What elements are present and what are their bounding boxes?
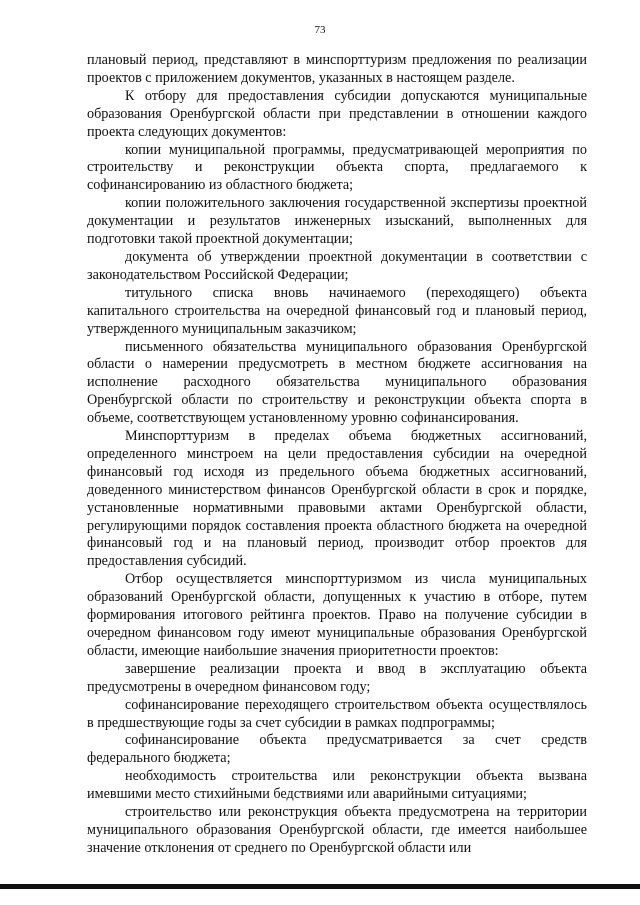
paragraph: завершение реализации проекта и ввод в эксплуатацию объекта предусмотрены в очередном финансовом году; [87, 660, 587, 695]
paragraph: софинансирование объекта предусматривается за счет средств федерального бюджета; [87, 732, 587, 767]
page-number: 73 [314, 24, 326, 36]
paragraph: документа об утверждении проектной документации в соответствии с законодательством Российской Федерации; [87, 248, 587, 283]
paragraph: К отбору для предоставления субсидии допускаются муниципальные образования Оренбургской области при представлении в отношении каждого проекта следующих документов: [87, 87, 587, 140]
paragraph: копии положительного заключения государственной экспертизы проектной документации и результатов инженерных изысканий, выполненных для подготовки такой проектной документации; [87, 195, 587, 248]
page-body [87, 52, 587, 858]
paragraph: Отбор осуществляется минспорттуризмом из числа муниципальных образований Оренбургской области, допущенных к участию в отборе, путем формирования итогового рейтинга проектов. Право на получение субсидии в очередном финансовом году имеют муниципальные образования Оренбургской области, имеющие наибольшие значения приоритетности проектов: [87, 571, 587, 659]
paragraph: письменного обязательства муниципального образования Оренбургской области о намерении предусмотреть в местном бюджете ассигнования на исполнение расходного обязательства муниципального образования Оренбургской области по строительству и реконструкции объекта спорта в объеме, соответствующем установленному уровню софинансирования. [87, 338, 587, 427]
paragraph: необходимость строительства или реконструкции объекта вызвана имевшими место стихийными бедствиями или аварийными ситуациями; [87, 768, 587, 803]
paragraph: строительство или реконструкция объекта предусмотрена на территории муниципального образования Оренбургской области, где имеется наибольшее значение отклонения от среднего по Оренбургской области или [87, 804, 587, 856]
paragraph: копии муниципальной программы, предусматривающей мероприятия по строительству и реконструкции объекта спорта, предлагаемого к софинансированию из областного бюджета; [87, 141, 587, 194]
paragraph: Минспорттуризм в пределах объема бюджетных ассигнований, определенного минстроем на цели предоставления субсидии на очередной финансовый год исходя из предельного объема бюджетных ассигнований, доведенного министерством финансов Оренбургской области в срок и порядке, установленные нормативными правовыми актами Оренбургской области, регулирующими порядок составления проекта областного бюджета на очередной финансовый год и на плановый период, производит отбор проектов для предоставления субсидий. [87, 428, 587, 570]
paragraph: плановый период, представляют в минспорттуризм предложения по реализации проектов с приложением документов, указанных в настоящем разделе. [87, 52, 587, 86]
page-bottom-rule [0, 884, 640, 889]
paragraph: софинансирование переходящего строительством объекта осуществлялось в предшествующие годы за счет субсидии в рамках подпрограммы; [87, 696, 587, 731]
paragraph: титульного списка вновь начинаемого (переходящего) объекта капитального строительства на очередной финансовый год и плановый период, утвержденного муниципальным заказчиком; [87, 284, 587, 337]
